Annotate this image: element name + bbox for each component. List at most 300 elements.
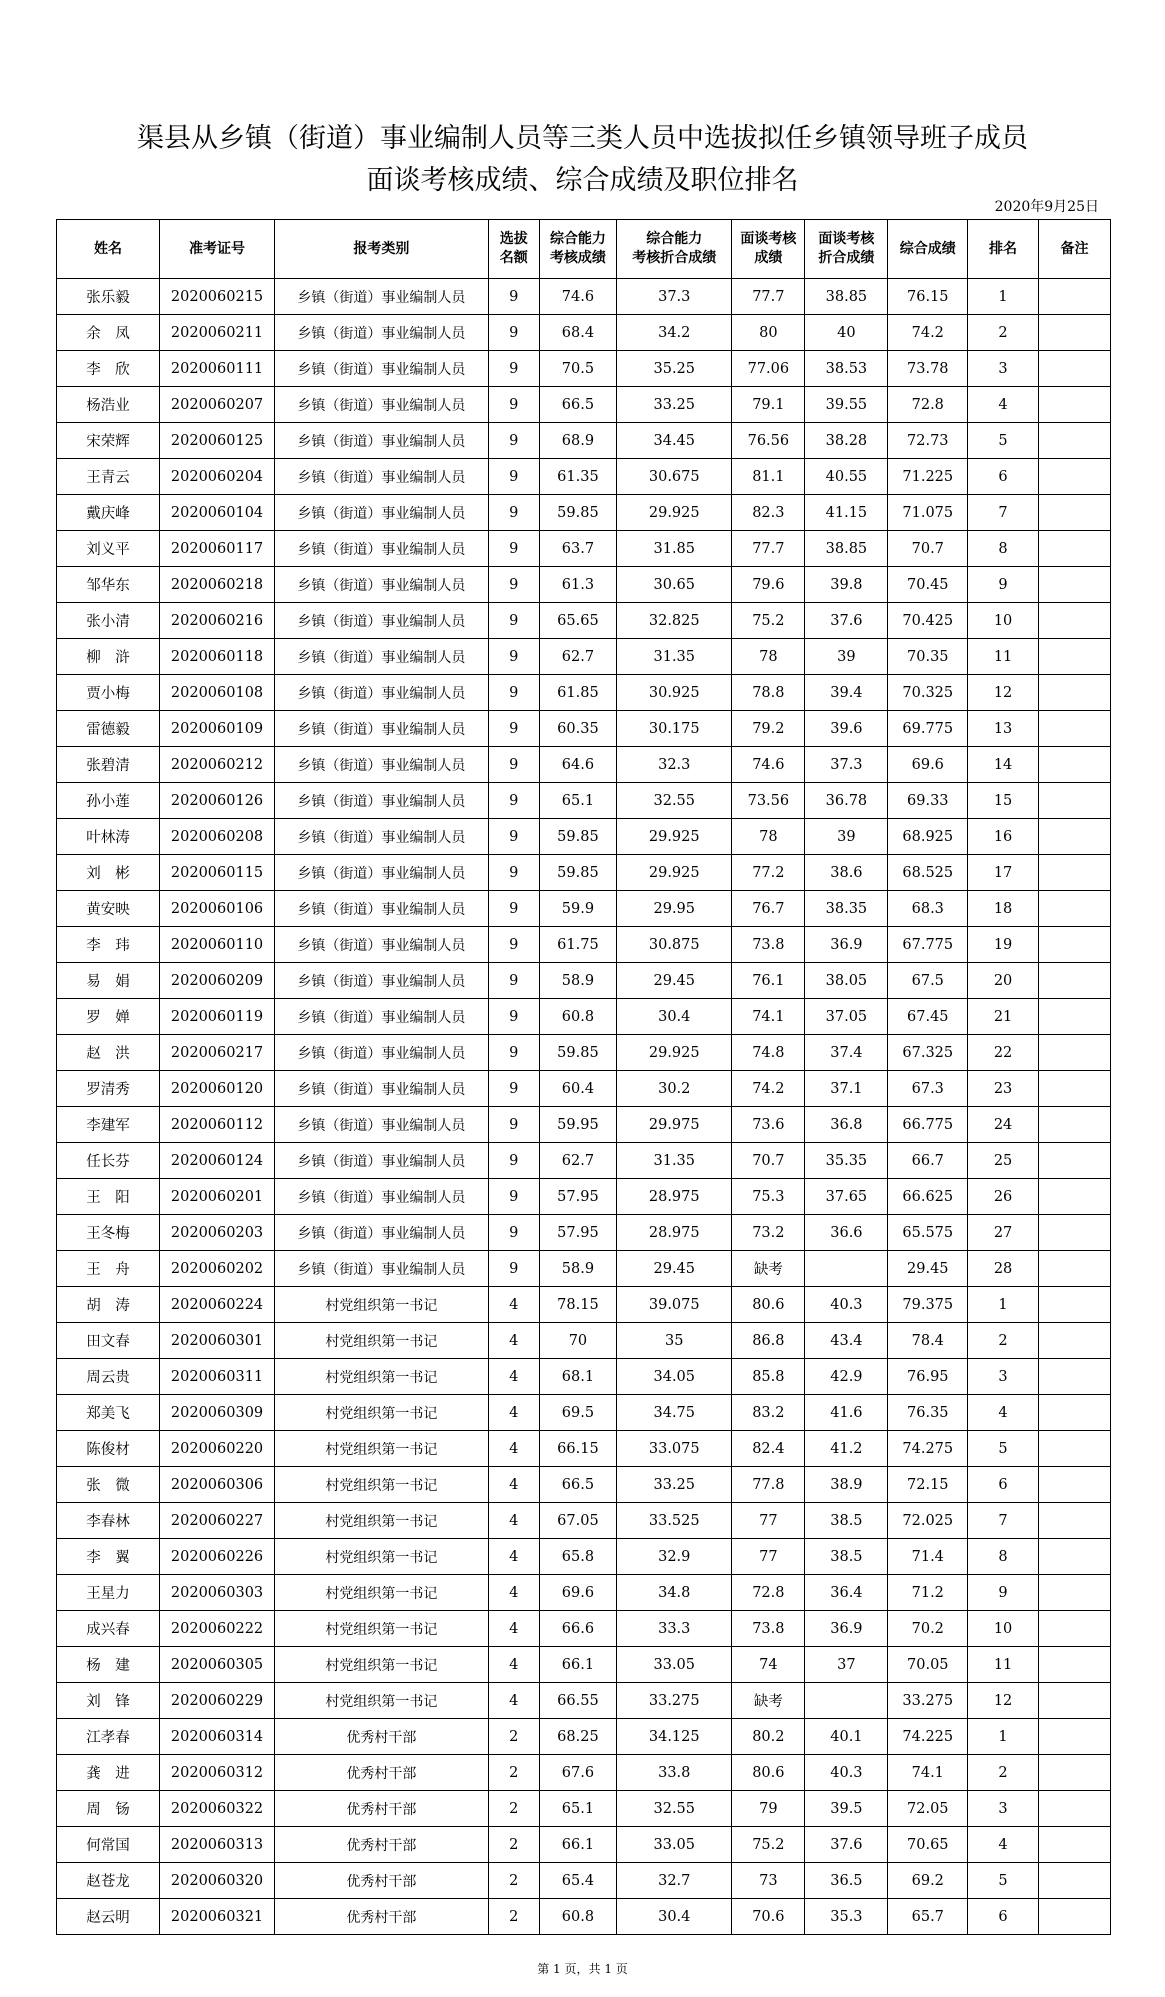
ticket-number-cell: 2020060106 [159, 891, 274, 927]
name-cell: 王 舟 [57, 1251, 160, 1287]
interview-score-cell: 75.3 [732, 1179, 805, 1215]
document-title-line1: 渠县从乡镇（街道）事业编制人员等三类人员中选拔拟任乡镇领导班子成员 [137, 123, 1028, 154]
remark-cell [1038, 1035, 1110, 1071]
quota-cell: 9 [488, 603, 539, 639]
rank-cell: 5 [968, 423, 1039, 459]
name-cell: 赵云明 [57, 1899, 160, 1935]
total-score-cell: 73.78 [888, 351, 968, 387]
ability-converted-cell: 31.85 [617, 531, 732, 567]
interview-score-cell: 76.56 [732, 423, 805, 459]
remark-cell [1038, 1575, 1110, 1611]
interview-converted-cell: 37.05 [805, 999, 888, 1035]
page-footer: 第 1 页，共 1 页 [537, 1962, 628, 1976]
ticket-number-cell: 2020060124 [159, 1143, 274, 1179]
table-row [57, 1899, 1111, 1935]
interview-score-cell: 缺考 [732, 1251, 805, 1287]
ticket-number-cell: 2020060208 [159, 819, 274, 855]
remark-cell [1038, 1539, 1110, 1575]
table-row [57, 315, 1111, 351]
name-cell: 黄安映 [57, 891, 160, 927]
interview-converted-cell: 37.6 [805, 603, 888, 639]
quota-cell: 2 [488, 1863, 539, 1899]
rank-cell: 16 [968, 819, 1039, 855]
remark-cell [1038, 495, 1110, 531]
name-cell: 李 玮 [57, 927, 160, 963]
total-score-cell: 29.45 [888, 1251, 968, 1287]
column-header-text: 名额 [499, 250, 528, 266]
column-header-text: 选拔 [499, 231, 528, 247]
category-cell: 村党组织第一书记 [275, 1503, 489, 1539]
rank-cell: 23 [968, 1071, 1039, 1107]
ticket-number-cell: 2020060227 [159, 1503, 274, 1539]
category-cell: 乡镇（街道）事业编制人员 [275, 1215, 489, 1251]
category-cell: 村党组织第一书记 [275, 1647, 489, 1683]
category-cell: 乡镇（街道）事业编制人员 [275, 1071, 489, 1107]
interview-converted-cell: 37.65 [805, 1179, 888, 1215]
interview-score-cell: 86.8 [732, 1323, 805, 1359]
name-cell: 罗 婵 [57, 999, 160, 1035]
column-header-text: 报考类别 [353, 240, 410, 257]
rank-cell: 3 [968, 351, 1039, 387]
interview-score-cell: 73.8 [732, 1611, 805, 1647]
table-row [57, 855, 1111, 891]
total-score-cell: 67.3 [888, 1071, 968, 1107]
ability-converted-cell: 29.925 [617, 819, 732, 855]
ticket-number-cell: 2020060117 [159, 531, 274, 567]
interview-score-cell: 77 [732, 1503, 805, 1539]
rank-cell: 12 [968, 675, 1039, 711]
interview-converted-cell: 36.8 [805, 1107, 888, 1143]
category-cell: 乡镇（街道）事业编制人员 [275, 423, 489, 459]
ability-score-cell: 59.9 [539, 891, 617, 927]
ticket-number-cell: 2020060320 [159, 1863, 274, 1899]
ability-converted-cell: 30.4 [617, 1899, 732, 1935]
quota-cell: 2 [488, 1755, 539, 1791]
name-cell: 江孝春 [57, 1719, 160, 1755]
column-header [968, 220, 1039, 279]
remark-cell [1038, 819, 1110, 855]
remark-cell [1038, 1683, 1110, 1719]
ability-converted-cell: 31.35 [617, 639, 732, 675]
ability-converted-cell: 29.925 [617, 855, 732, 891]
total-score-cell: 65.575 [888, 1215, 968, 1251]
interview-score-cell: 83.2 [732, 1395, 805, 1431]
total-score-cell: 66.625 [888, 1179, 968, 1215]
name-cell: 余 凤 [57, 315, 160, 351]
category-cell: 村党组织第一书记 [275, 1683, 489, 1719]
ability-converted-cell: 29.45 [617, 963, 732, 999]
total-score-cell: 74.225 [888, 1719, 968, 1755]
ability-score-cell: 68.1 [539, 1359, 617, 1395]
quota-cell: 9 [488, 351, 539, 387]
total-score-cell: 33.275 [888, 1683, 968, 1719]
ticket-number-cell: 2020060125 [159, 423, 274, 459]
quota-cell: 4 [488, 1287, 539, 1323]
table-row [57, 1863, 1111, 1899]
category-cell: 村党组织第一书记 [275, 1287, 489, 1323]
name-cell: 张乐毅 [57, 279, 160, 315]
ability-converted-cell: 37.3 [617, 279, 732, 315]
total-score-cell: 68.3 [888, 891, 968, 927]
interview-converted-cell: 38.9 [805, 1467, 888, 1503]
ability-score-cell: 59.85 [539, 1035, 617, 1071]
total-score-cell: 67.775 [888, 927, 968, 963]
category-cell: 乡镇（街道）事业编制人员 [275, 675, 489, 711]
column-header-text: 面谈考核 [818, 231, 875, 247]
ability-score-cell: 61.75 [539, 927, 617, 963]
interview-converted-cell: 37.4 [805, 1035, 888, 1071]
table-row [57, 1215, 1111, 1251]
total-score-cell: 66.775 [888, 1107, 968, 1143]
column-header-text: 准考证号 [189, 240, 246, 257]
ability-converted-cell: 33.8 [617, 1755, 732, 1791]
category-cell: 村党组织第一书记 [275, 1431, 489, 1467]
name-cell: 杨浩业 [57, 387, 160, 423]
remark-cell [1038, 1107, 1110, 1143]
category-cell: 乡镇（街道）事业编制人员 [275, 711, 489, 747]
ability-score-cell: 65.65 [539, 603, 617, 639]
category-cell: 乡镇（街道）事业编制人员 [275, 1251, 489, 1287]
ticket-number-cell: 2020060111 [159, 351, 274, 387]
name-cell: 孙小莲 [57, 783, 160, 819]
name-cell: 贾小梅 [57, 675, 160, 711]
quota-cell: 4 [488, 1503, 539, 1539]
table-row [57, 1575, 1111, 1611]
name-cell: 任长芬 [57, 1143, 160, 1179]
rank-cell: 8 [968, 531, 1039, 567]
ability-converted-cell: 31.35 [617, 1143, 732, 1179]
interview-converted-cell [805, 1683, 888, 1719]
ability-converted-cell: 32.3 [617, 747, 732, 783]
ability-score-cell: 68.9 [539, 423, 617, 459]
name-cell: 龚 进 [57, 1755, 160, 1791]
table-row [57, 495, 1111, 531]
column-header [159, 220, 274, 279]
ability-score-cell: 58.9 [539, 963, 617, 999]
ability-score-cell: 69.5 [539, 1395, 617, 1431]
table-row [57, 1071, 1111, 1107]
interview-score-cell: 缺考 [732, 1683, 805, 1719]
remark-cell [1038, 567, 1110, 603]
quota-cell: 4 [488, 1467, 539, 1503]
ticket-number-cell: 2020060204 [159, 459, 274, 495]
remark-cell [1038, 1071, 1110, 1107]
rank-cell: 2 [968, 1323, 1039, 1359]
quota-cell: 9 [488, 999, 539, 1035]
interview-converted-cell: 38.5 [805, 1503, 888, 1539]
quota-cell: 9 [488, 747, 539, 783]
ability-score-cell: 65.1 [539, 783, 617, 819]
ability-converted-cell: 34.8 [617, 1575, 732, 1611]
ability-converted-cell: 28.975 [617, 1179, 732, 1215]
quota-cell: 9 [488, 819, 539, 855]
table-row [57, 387, 1111, 423]
table-row [57, 1791, 1111, 1827]
rank-cell: 7 [968, 1503, 1039, 1539]
interview-score-cell: 81.1 [732, 459, 805, 495]
interview-converted-cell: 39 [805, 639, 888, 675]
interview-score-cell: 75.2 [732, 603, 805, 639]
remark-cell [1038, 1143, 1110, 1179]
remark-cell [1038, 1611, 1110, 1647]
interview-converted-cell: 39.55 [805, 387, 888, 423]
total-score-cell: 67.325 [888, 1035, 968, 1071]
total-score-cell: 72.8 [888, 387, 968, 423]
category-cell: 村党组织第一书记 [275, 1359, 489, 1395]
name-cell: 刘义平 [57, 531, 160, 567]
rank-cell: 7 [968, 495, 1039, 531]
table-row [57, 891, 1111, 927]
column-header [275, 220, 489, 279]
interview-converted-cell: 40.55 [805, 459, 888, 495]
total-score-cell: 67.45 [888, 999, 968, 1035]
interview-converted-cell: 40.1 [805, 1719, 888, 1755]
rank-cell: 19 [968, 927, 1039, 963]
table-row [57, 1827, 1111, 1863]
interview-score-cell: 74.8 [732, 1035, 805, 1071]
column-header [539, 220, 617, 279]
ability-converted-cell: 33.25 [617, 1467, 732, 1503]
ability-converted-cell: 33.275 [617, 1683, 732, 1719]
ability-converted-cell: 34.2 [617, 315, 732, 351]
name-cell: 田文春 [57, 1323, 160, 1359]
total-score-cell: 72.05 [888, 1791, 968, 1827]
ability-converted-cell: 33.25 [617, 387, 732, 423]
rank-cell: 24 [968, 1107, 1039, 1143]
quota-cell: 9 [488, 567, 539, 603]
name-cell: 柳 浒 [57, 639, 160, 675]
ability-converted-cell: 35 [617, 1323, 732, 1359]
quota-cell: 4 [488, 1431, 539, 1467]
ability-converted-cell: 30.4 [617, 999, 732, 1035]
ability-score-cell: 57.95 [539, 1179, 617, 1215]
interview-converted-cell: 40.3 [805, 1755, 888, 1791]
rank-cell: 15 [968, 783, 1039, 819]
interview-score-cell: 72.8 [732, 1575, 805, 1611]
interview-score-cell: 80.6 [732, 1755, 805, 1791]
column-header-text: 综合能力 [549, 231, 606, 247]
quota-cell: 2 [488, 1791, 539, 1827]
table-row [57, 351, 1111, 387]
table-row [57, 1035, 1111, 1071]
remark-cell [1038, 1287, 1110, 1323]
table-row [57, 711, 1111, 747]
category-cell: 优秀村干部 [275, 1827, 489, 1863]
remark-cell [1038, 1395, 1110, 1431]
quota-cell: 9 [488, 891, 539, 927]
ability-score-cell: 61.3 [539, 567, 617, 603]
column-header [1038, 220, 1110, 279]
ability-converted-cell: 30.925 [617, 675, 732, 711]
name-cell: 成兴春 [57, 1611, 160, 1647]
ability-score-cell: 66.1 [539, 1827, 617, 1863]
quota-cell: 9 [488, 531, 539, 567]
ticket-number-cell: 2020060118 [159, 639, 274, 675]
ability-score-cell: 70 [539, 1323, 617, 1359]
rank-cell: 8 [968, 1539, 1039, 1575]
ability-score-cell: 67.05 [539, 1503, 617, 1539]
interview-converted-cell: 38.28 [805, 423, 888, 459]
remark-cell [1038, 1755, 1110, 1791]
ability-score-cell: 66.1 [539, 1647, 617, 1683]
name-cell: 王青云 [57, 459, 160, 495]
name-cell: 胡 涛 [57, 1287, 160, 1323]
interview-score-cell: 80 [732, 315, 805, 351]
table-row [57, 1179, 1111, 1215]
interview-score-cell: 80.6 [732, 1287, 805, 1323]
ticket-number-cell: 2020060126 [159, 783, 274, 819]
interview-score-cell: 73.6 [732, 1107, 805, 1143]
column-header-text: 备注 [1060, 240, 1089, 257]
rank-cell: 4 [968, 1395, 1039, 1431]
total-score-cell: 71.2 [888, 1575, 968, 1611]
category-cell: 优秀村干部 [275, 1719, 489, 1755]
remark-cell [1038, 927, 1110, 963]
category-cell: 村党组织第一书记 [275, 1539, 489, 1575]
ticket-number-cell: 2020060211 [159, 315, 274, 351]
remark-cell [1038, 351, 1110, 387]
table-row [57, 999, 1111, 1035]
quota-cell: 9 [488, 1143, 539, 1179]
interview-score-cell: 78.8 [732, 675, 805, 711]
column-header [488, 220, 539, 279]
quota-cell: 2 [488, 1827, 539, 1863]
category-cell: 乡镇（街道）事业编制人员 [275, 603, 489, 639]
ticket-number-cell: 2020060215 [159, 279, 274, 315]
rank-cell: 25 [968, 1143, 1039, 1179]
ability-score-cell: 66.15 [539, 1431, 617, 1467]
remark-cell [1038, 279, 1110, 315]
total-score-cell: 69.6 [888, 747, 968, 783]
total-score-cell: 74.2 [888, 315, 968, 351]
name-cell: 宋荣辉 [57, 423, 160, 459]
name-cell: 王 阳 [57, 1179, 160, 1215]
ticket-number-cell: 2020060313 [159, 1827, 274, 1863]
column-header-text: 面谈考核 [740, 231, 797, 247]
total-score-cell: 71.225 [888, 459, 968, 495]
total-score-cell: 79.375 [888, 1287, 968, 1323]
ability-converted-cell: 32.825 [617, 603, 732, 639]
document-title-line2: 面谈考核成绩、综合成绩及职位排名 [366, 165, 799, 196]
interview-score-cell: 73.56 [732, 783, 805, 819]
quota-cell: 9 [488, 1179, 539, 1215]
table-row [57, 567, 1111, 603]
name-cell: 郑美飞 [57, 1395, 160, 1431]
ability-score-cell: 60.35 [539, 711, 617, 747]
remark-cell [1038, 963, 1110, 999]
rank-cell: 2 [968, 1755, 1039, 1791]
category-cell: 村党组织第一书记 [275, 1395, 489, 1431]
ticket-number-cell: 2020060220 [159, 1431, 274, 1467]
remark-cell [1038, 999, 1110, 1035]
ability-score-cell: 66.55 [539, 1683, 617, 1719]
category-cell: 村党组织第一书记 [275, 1575, 489, 1611]
rank-cell: 27 [968, 1215, 1039, 1251]
quota-cell: 4 [488, 1575, 539, 1611]
table-row [57, 1251, 1111, 1287]
quota-cell: 9 [488, 927, 539, 963]
rank-cell: 5 [968, 1863, 1039, 1899]
quota-cell: 9 [488, 855, 539, 891]
ability-converted-cell: 34.05 [617, 1359, 732, 1395]
quota-cell: 9 [488, 1215, 539, 1251]
ticket-number-cell: 2020060115 [159, 855, 274, 891]
ability-converted-cell: 29.925 [617, 495, 732, 531]
interview-converted-cell: 35.3 [805, 1899, 888, 1935]
ability-score-cell: 63.7 [539, 531, 617, 567]
ability-score-cell: 66.5 [539, 1467, 617, 1503]
ability-score-cell: 67.6 [539, 1755, 617, 1791]
ability-converted-cell: 39.075 [617, 1287, 732, 1323]
rank-cell: 9 [968, 567, 1039, 603]
quota-cell: 4 [488, 1611, 539, 1647]
interview-score-cell: 70.7 [732, 1143, 805, 1179]
ability-converted-cell: 30.2 [617, 1071, 732, 1107]
remark-cell [1038, 1719, 1110, 1755]
interview-score-cell: 73 [732, 1863, 805, 1899]
interview-score-cell: 75.2 [732, 1827, 805, 1863]
remark-cell [1038, 1827, 1110, 1863]
ability-converted-cell: 32.55 [617, 783, 732, 819]
category-cell: 乡镇（街道）事业编制人员 [275, 1179, 489, 1215]
interview-converted-cell: 36.9 [805, 1611, 888, 1647]
table-row [57, 603, 1111, 639]
category-cell: 乡镇（街道）事业编制人员 [275, 1035, 489, 1071]
name-cell: 张碧清 [57, 747, 160, 783]
column-header-text: 姓名 [93, 240, 122, 257]
rank-cell: 4 [968, 1827, 1039, 1863]
quota-cell: 4 [488, 1359, 539, 1395]
table-row [57, 1503, 1111, 1539]
total-score-cell: 70.7 [888, 531, 968, 567]
ability-score-cell: 62.7 [539, 639, 617, 675]
ability-score-cell: 60.8 [539, 999, 617, 1035]
interview-score-cell: 77 [732, 1539, 805, 1575]
rank-cell: 1 [968, 279, 1039, 315]
interview-converted-cell: 36.4 [805, 1575, 888, 1611]
interview-converted-cell: 37.6 [805, 1827, 888, 1863]
interview-score-cell: 77.7 [732, 531, 805, 567]
table-row [57, 1107, 1111, 1143]
ticket-number-cell: 2020060119 [159, 999, 274, 1035]
quota-cell: 9 [488, 711, 539, 747]
total-score-cell: 66.7 [888, 1143, 968, 1179]
category-cell: 乡镇（街道）事业编制人员 [275, 315, 489, 351]
remark-cell [1038, 531, 1110, 567]
remark-cell [1038, 387, 1110, 423]
total-score-cell: 76.95 [888, 1359, 968, 1395]
table-row [57, 1611, 1111, 1647]
interview-converted-cell: 37.3 [805, 747, 888, 783]
quota-cell: 9 [488, 1035, 539, 1071]
quota-cell: 9 [488, 783, 539, 819]
quota-cell: 9 [488, 495, 539, 531]
interview-converted-cell [805, 1251, 888, 1287]
name-cell: 周云贵 [57, 1359, 160, 1395]
total-score-cell: 74.1 [888, 1755, 968, 1791]
quota-cell: 4 [488, 1647, 539, 1683]
ticket-number-cell: 2020060309 [159, 1395, 274, 1431]
ability-converted-cell: 29.95 [617, 891, 732, 927]
remark-cell [1038, 891, 1110, 927]
interview-converted-cell: 38.85 [805, 531, 888, 567]
ability-score-cell: 65.8 [539, 1539, 617, 1575]
name-cell: 赵 洪 [57, 1035, 160, 1071]
remark-cell [1038, 1647, 1110, 1683]
ability-score-cell: 62.7 [539, 1143, 617, 1179]
interview-score-cell: 76.7 [732, 891, 805, 927]
name-cell: 杨 建 [57, 1647, 160, 1683]
